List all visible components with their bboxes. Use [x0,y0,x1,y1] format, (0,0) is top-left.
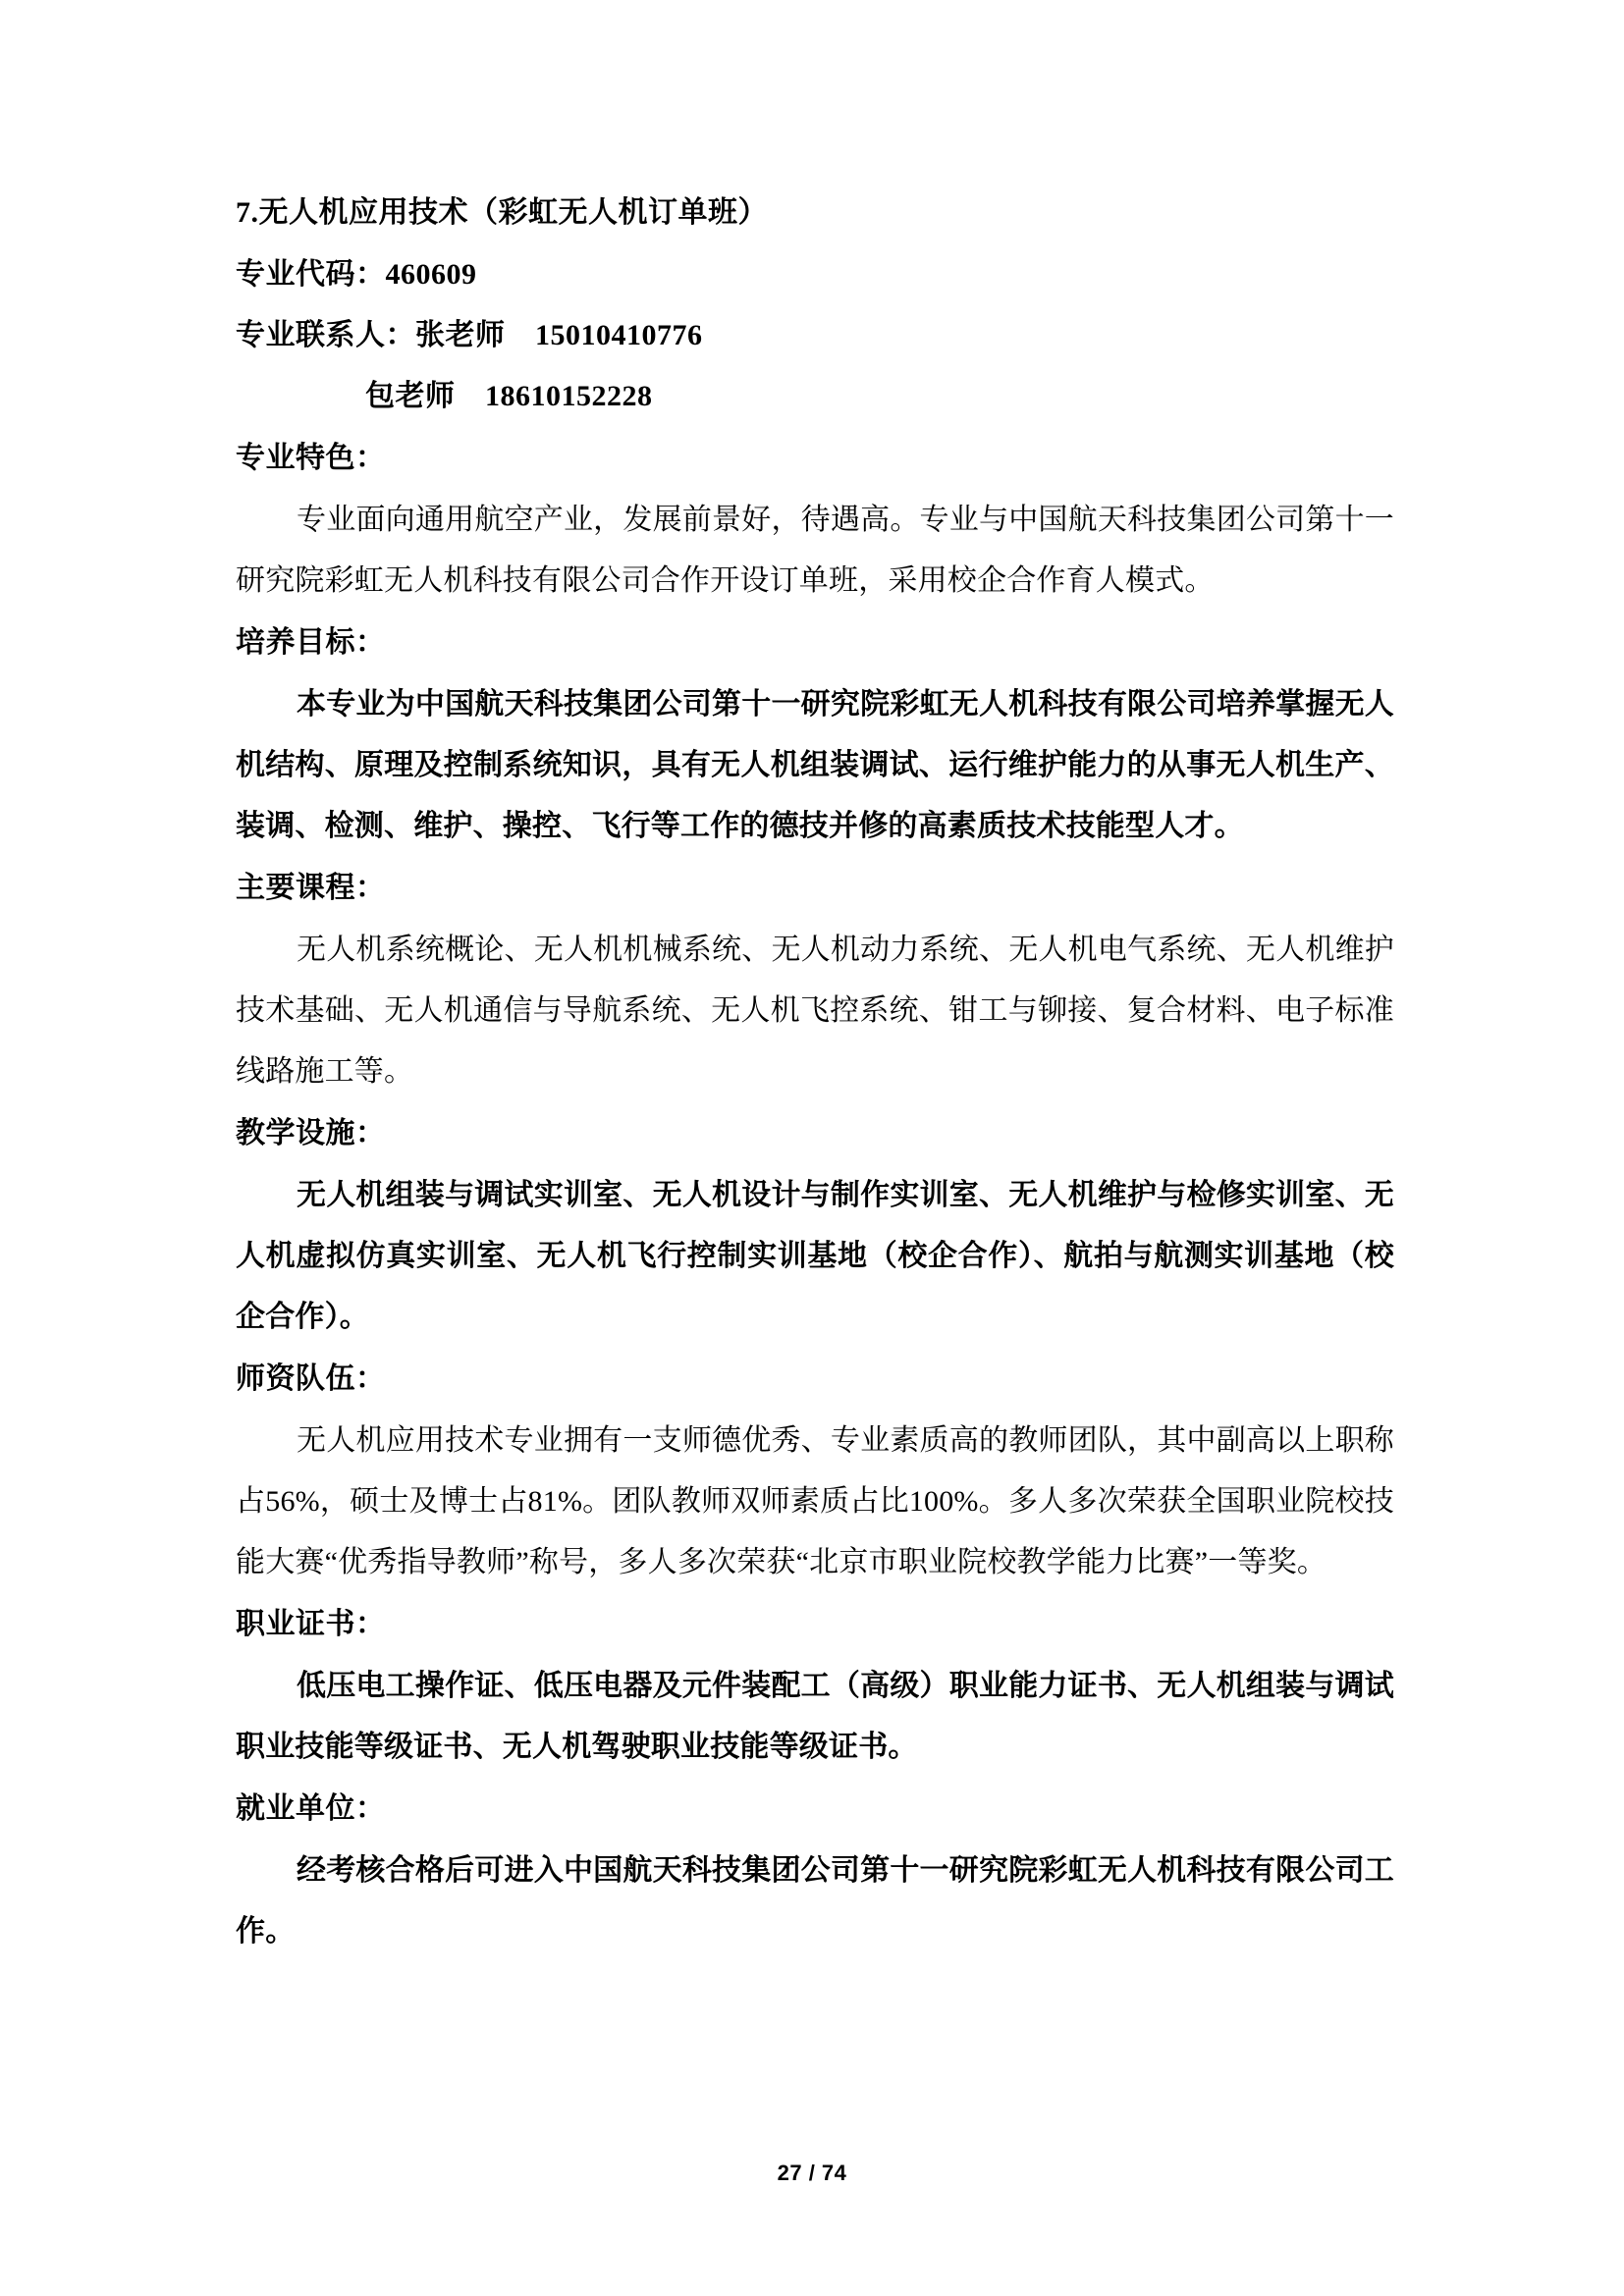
section-label-objectives: 培养目标： [236,626,386,659]
section-text-features: 专业面向通用航空产业，发展前景好，待遇高。专业与中国航天科技集团公司第十一研究院彩虹无人机科技有限公司合作开设订单班，采用校企合作育人模式。 [236,504,1394,597]
section-label-features: 专业特色： [236,442,386,474]
page-number: 27 / 74 [777,2161,847,2185]
section-text-employers: 经考核合格后可进入中国航天科技集团公司第十一研究院彩虹无人机科技有限公司工作。 [236,1854,1394,1948]
section-label-faculty: 师资队伍： [236,1362,386,1395]
section-label-certificates: 职业证书： [236,1608,386,1640]
section-text-faculty: 无人机应用技术专业拥有一支师德优秀、专业素质高的教师团队，其中副高以上职称占56%，硕士及博士占81%。团队教师双师素质占比100%。多人多次荣获全国职业院校技能大赛“优秀指导教师”称号，多人多次荣获“北京市职业院校教学能力比赛”一等奖。 [236,1424,1394,1578]
section-text-facilities: 无人机组装与调试实训室、无人机设计与制作实训室、无人机维护与检修实训室、无人机虚拟仿真实训室、无人机飞行控制实训基地（校企合作）、航拍与航测实训基地（校企合作）。 [236,1179,1394,1333]
contact-primary-line: 专业联系人：张老师 15010410776 [236,319,703,351]
section-label-employers: 就业单位： [236,1792,386,1825]
section-text-courses: 无人机系统概论、无人机机械系统、无人机动力系统、无人机电气系统、无人机维护技术基础、无人机通信与导航系统、无人机飞控系统、钳工与铆接、复合材料、电子标准线路施工等。 [236,934,1394,1088]
section-text-certificates: 低压电工操作证、低压电器及元件装配工（高级）职业能力证书、无人机组装与调试职业技能等级证书、无人机驾驶职业技能等级证书。 [236,1670,1394,1763]
section-label-courses: 主要课程： [236,872,386,904]
section-label-facilities: 教学设施： [236,1117,386,1149]
document-body [236,182,1394,1962]
contact-secondary-line: 包老师 18610152228 [365,380,653,412]
section-text-objectives: 本专业为中国航天科技集团公司第十一研究院彩虹无人机科技有限公司培养掌握无人机结构、原理及控制系统知识，具有无人机组装调试、运行维护能力的从事无人机生产、装调、检测、维护、操控、飞行等工作的德技并修的高素质技术技能型人才。 [236,688,1394,842]
page-title: 7.无人机应用技术（彩虹无人机订单班） [236,196,768,229]
major-code-line: 专业代码：460609 [236,258,477,291]
